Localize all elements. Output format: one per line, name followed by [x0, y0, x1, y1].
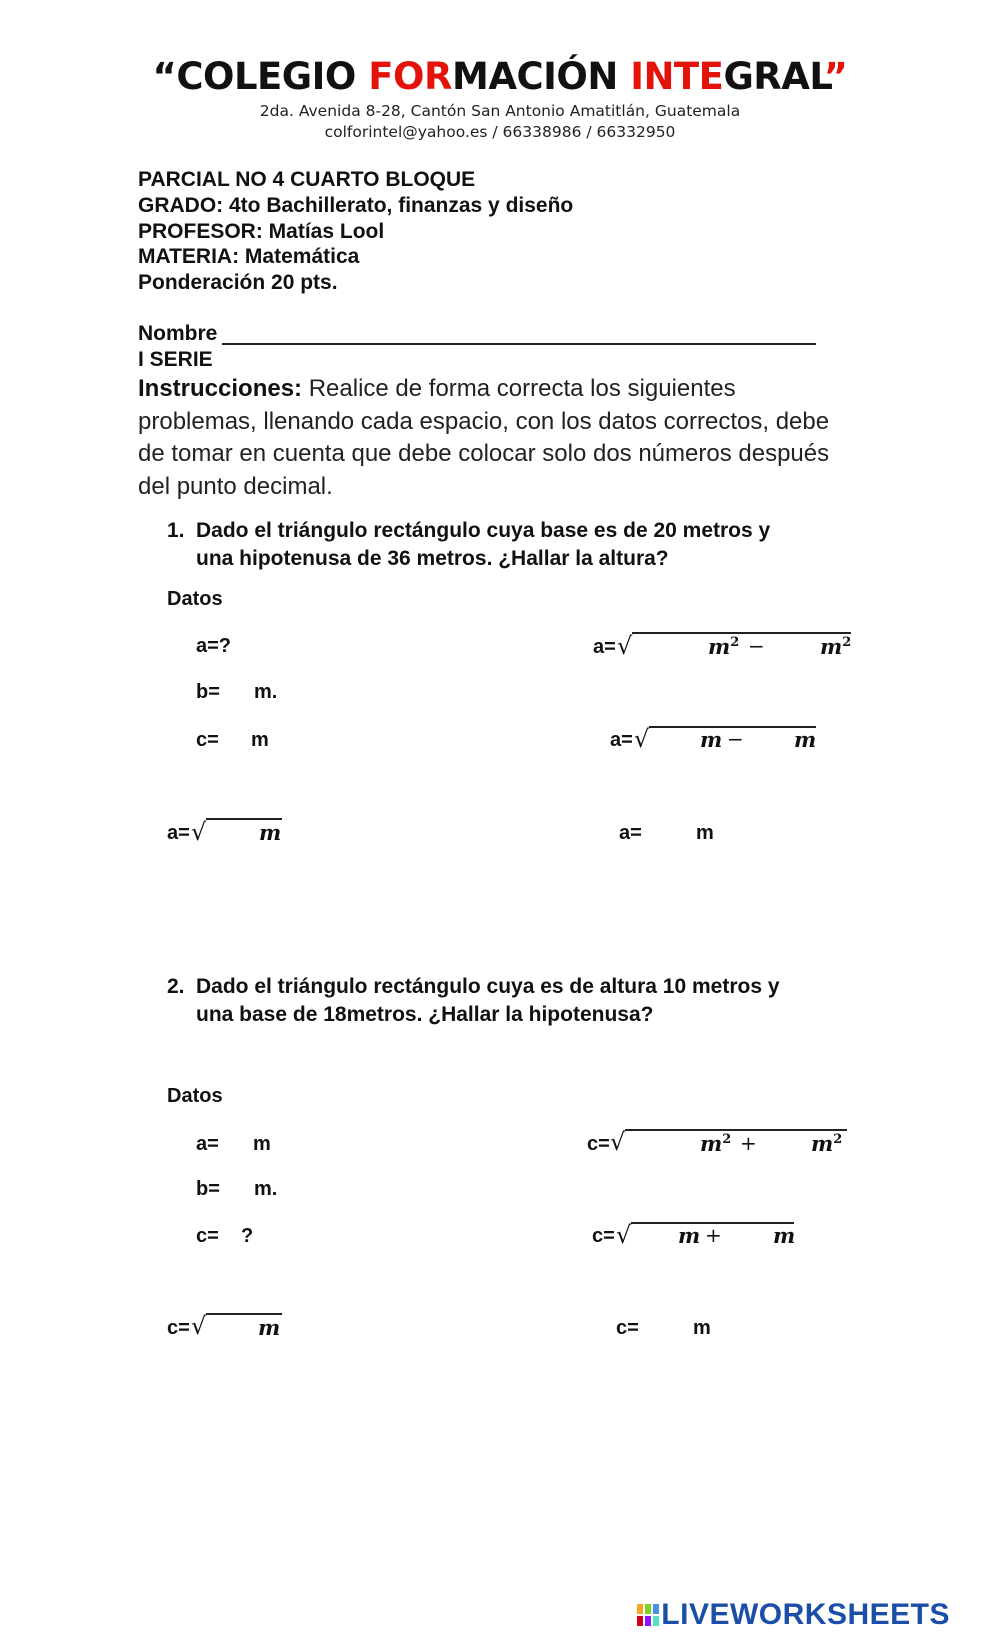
exam-ponderacion: Ponderación 20 pts. — [138, 271, 338, 294]
p1-f2-term2: m — [794, 727, 817, 752]
p2-f1-term2: $m^2$ — [811, 1131, 843, 1156]
p1-a-label: a=? — [196, 635, 232, 657]
school-address: 2da. Avenida 8-28, Cantón San Antonio Amatitlán, Guatemala — [259, 102, 741, 120]
exam-grado: GRADO: 4to Bachillerato, finanzas y diseño — [138, 194, 574, 217]
p2-c-unit: ? — [241, 1225, 254, 1247]
school-contact: colforintel@yahoo.es / 66338986 / 66332950 — [324, 123, 676, 141]
p1-f3-term: m — [259, 820, 282, 845]
problem1-number: 1. — [167, 519, 185, 542]
problem2-line2: una base de 18metros. ¿Hallar la hipotenusa? — [196, 1003, 654, 1026]
problem2-number: 2. — [167, 975, 185, 998]
liveworksheets-logo[interactable] — [637, 1598, 950, 1632]
p2-f1-label: c= — [587, 1133, 610, 1155]
p1-f1-operator: − — [748, 634, 765, 658]
instructions-label: Instrucciones: — [138, 375, 303, 402]
p2-f3-term: m — [258, 1315, 281, 1340]
p2-f3-radical-icon: √ — [191, 1312, 207, 1340]
p1-f1-term1: $m^2$ — [708, 634, 740, 659]
p1-f2-term1: m — [700, 727, 723, 752]
p1-f3-label: a= — [167, 822, 190, 844]
p2-f1-radical-icon: √ — [610, 1128, 626, 1156]
instructions — [138, 373, 858, 503]
nombre-label: Nombre — [138, 322, 218, 345]
p2-c-label: c= — [196, 1225, 219, 1247]
p2-f2-term1: m — [678, 1223, 701, 1248]
school-title: “COLEGIO FORMACIÓN INTEGRAL” — [152, 55, 848, 98]
p2-b-unit: m. — [254, 1178, 278, 1200]
problem1-line2: una hipotenusa de 36 metros. ¿Hallar la altura? — [196, 547, 669, 570]
p2-result-label: c= — [616, 1317, 639, 1339]
p1-f1-radical-icon: √ — [617, 632, 633, 660]
problem1-datos: Datos — [167, 588, 223, 610]
p2-f2-radical-icon: √ — [616, 1221, 632, 1249]
p1-result-label: a= — [619, 822, 642, 844]
p1-f2-operator: − — [727, 727, 744, 751]
liveworksheets-logo-text: LIVEWORKSHEETS — [661, 1598, 950, 1631]
p1-f1-label: a= — [593, 636, 616, 658]
p2-a-unit: m — [253, 1133, 271, 1155]
p1-c-unit: m — [251, 729, 269, 751]
p1-f3-radical-icon: √ — [191, 818, 207, 846]
problem2-line1: Dado el triángulo rectángulo cuya es de altura 10 metros y — [196, 975, 780, 998]
liveworksheets-logo-icon — [637, 1604, 659, 1626]
p2-f2-operator: + — [705, 1223, 722, 1247]
p1-b-unit: m. — [254, 681, 278, 703]
p1-f2-label: a= — [610, 729, 633, 751]
p2-f2-label: c= — [592, 1225, 615, 1247]
p2-f2-term2: m — [773, 1223, 796, 1248]
p1-f1-vinculum — [632, 632, 851, 634]
exam-profesor: PROFESOR: Matías Lool — [138, 220, 385, 243]
title-close-quote: ” — [823, 55, 848, 98]
p2-f1-term1: $m^2$ — [700, 1131, 732, 1156]
nombre-line[interactable] — [222, 343, 816, 345]
p1-f2-radical-icon: √ — [634, 725, 650, 753]
p2-a-label: a= — [196, 1133, 219, 1155]
exam-parcial: PARCIAL NO 4 CUARTO BLOQUE — [138, 168, 476, 191]
p2-b-label: b= — [196, 1178, 220, 1200]
p2-f3-label: c= — [167, 1317, 190, 1339]
serie-label: I SERIE — [138, 348, 213, 371]
p1-b-label: b= — [196, 681, 220, 703]
p1-result-unit: m — [696, 822, 714, 844]
exam-materia: MATERIA: Matemática — [138, 245, 360, 268]
problem2-datos: Datos — [167, 1085, 223, 1107]
problem1-line1: Dado el triángulo rectángulo cuya base es de 20 metros y — [196, 519, 771, 542]
p1-c-label: c= — [196, 729, 219, 751]
p1-f1-term2: $m^2$ — [820, 634, 852, 659]
p2-f1-operator: + — [740, 1131, 757, 1155]
instructions-text: Realice de forma correcta los siguientes problemas, llenando cada espacio, con los datos correctos, debe de tomar en cuenta que debe colocar solo dos números después del punto decimal. — [138, 375, 830, 500]
p2-result-unit: m — [693, 1317, 711, 1339]
